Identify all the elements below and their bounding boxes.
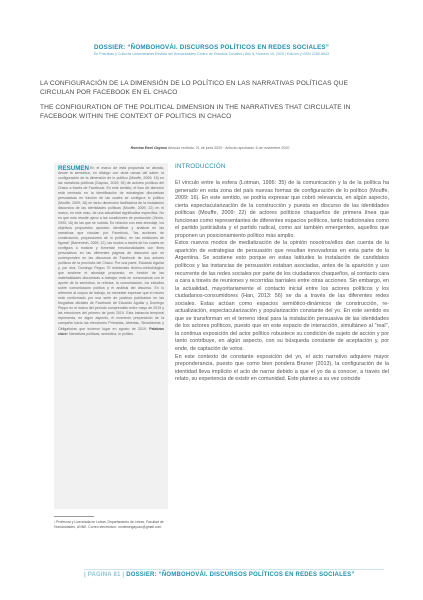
body-paragraph: Estos nuevos modos de mediatización de la opinión nosotros/ellos dan cuenta de la aparición de estrategias de persuasión que resultan innovadoras en esta parte de la Argentina. Se sostiene esto porque en estas latitudes la instalación de candidatos políticos y las instancias de persuasión estaban asociadas, antes de la aparición y uso recurrente de las redes sociales por parte de los ciudadanos chaqueños, al contacto cara a cara a través de reuniones y recorridas barriales entre otras acciones. Sin embargo, en la actualidad, mayoritariamente el contacto inicial entre los actores políticos y los ciudadanos-consumidores (Han, 2013: 56) se da a través de las diferentes redes sociales. Estas actúan como espacios semiótico-dinámicos de construcción, re-actualización, espectacularización y popularización constante del yo. En este sentido es que se transforman en el terreno ideal para la instalación persuasiva de las identidades de los actores políticos, puesto que en este espacio de interacción, simultáneo al "real", la continua exposición del actor político robustece su condición de sujeto de acción y por tanto contribuye, en algún aspecto, con su búsqueda constante de aceptación y, por ende, de captación de votos.: [175, 240, 389, 353]
keywords: Narrativas políticas, semiótica, lo político.: [69, 331, 135, 336]
abstract-box: [54, 163, 168, 509]
article-title-en: THE CONFIGURATION OF THE POLITICAL DIMENSION IN THE NARRATIVES THAT CIRCULATE IN FACEBOOK WITHIN THE CONTEXT OF POLITICS IN CHACO: [40, 104, 351, 120]
footnote: ¹ Profesora y Licenciada en Letras, Departamento de Letras, Facultad de Humanidades, UNNE. Correo electrónico: romiewelgayoso@gmail.com: [54, 520, 164, 529]
abstract-heading: RESUMEN: [58, 165, 89, 172]
dossier-title: DOSSIER: “ÑOMBOHOVÁI. DISCURSOS POLÍTICOS EN REDES SOCIALES”: [93, 44, 330, 51]
page-number: | PAGINA 81 |: [84, 572, 125, 578]
journal-subtitle: En Prácticas y Culturas Universitarias Revista del Humanidades Centro de Estudios Sociales | Año 6, Número 10, 2020 | Edición y ISSN 2250-8643: [93, 52, 330, 56]
body-paragraph: En este contexto de constante exposición del yo, el acto narrativo adquiere mayor preponderancia, puesto que como bien pondera Bruner (2013), la configuración de la identidad lleva implícito el acto de narrar debido a que el yo da a conocer, a través del relato, su experiencia de existir en comunidad. Este planteo a su vez coincide: [175, 353, 389, 383]
body-paragraph: El vínculo entre la esfera (Lotman, 1996: 35) de la comunicación y la de la política ha generado en esta zona del país nuevas formas de configuración de lo político (Mouffe, 2009: 16). En este sentido, se podría expresar que cobró relevancia, en algún aspecto, cierta espectacularización de la construcción y puesta en discurso de las identidades políticas (Mouffe, 2009: 22) de actores políticos chaqueños de primera línea que funcionan como representantes de diferentes espacios políticos, tanto tradicionales como el partido justicialista y el partido radical, como así también emergentes, aquellos que proponen un posicionamiento político más amplio.: [175, 180, 389, 239]
section-heading-introduccion: INTRODUCCIÓN: [175, 163, 226, 170]
keywords-label: Palabras clave:: [58, 326, 164, 336]
body-text: [175, 180, 389, 552]
abstract-text-block: [58, 166, 164, 337]
article-title-es: LA CONFIGURACIÓN DE LA DIMENSIÓN DE LO POLÍTICO EN LAS NARRATIVAS POLÍTICAS QUE CIRCULAN POR FACEBOOK EN EL CHACO: [40, 80, 349, 96]
page-footer: [84, 572, 384, 578]
footer-divider: [84, 569, 384, 570]
author-line: [40, 146, 380, 150]
footnote-divider: [54, 516, 94, 517]
page-header: [0, 0, 423, 58]
article-dates: Artículo recibido: 21 de junio 2020 · Artículo aprobado: 6 de noviembre 2020: [167, 146, 290, 150]
footer-dossier-title: DOSSIER: “ÑOMBOHOVÁI. DISCURSOS POLÍTICOS EN REDES SOCIALES”: [126, 572, 355, 578]
abstract-text: En el marco de esta propuesta se aborda, desde la semiótica, en diálogo con otras ramas del saber, la configuración de la dimensión de lo político (Mouffe, 2009; 16) en las narrativas políticas (Gayoso, 2019; 92) de actores políticos del Chaco a través de Facebook. En este sentido, el foco de atención está centrado en la identificación de estrategias discursivas persuasivas en función de las cuales se configura lo político (Mouffe, 2009; 16) en tanto dimensión facilitadora de la instalación discursiva de las identidades políticas (Mouffe, 2009; 22) en el marco, en este caso, de una actualidad significativa específica. No es que esto resulte ajeno a las condiciones de producción (Verón, 1993; 16) de las que se nutrida. En relación con este abordaje, los objetivos propuestos apuntan: identificar y analizar en las narrativas que circulan por Facebook, "las acciones de construcción, proyecciones de lo político, en las emisiones de figuras" (Barrenech, 2009; 12), las modos a través de los cuales se configura a mostrar y fomentar emocionalidades con fines persuasivos en las diferentes páginas de discusión que se corresponden en las discursos de Facebook de dos actores políticos de la provincia del Chaco. Por una parte, Eduardo Aguilar y, por otra, Domingo Peppo. El entramado teórico-metodológico que sostiene el abordaje propuesto, en función de las materialidades discursivas a trabajar, está en consonancia con el aporte de la semiótica, la retórica, la comunicación, los estudios sobre comunicación política y el análisis del discurso. En lo referente al corpus de trabajo, es menester expresar que el mismo está conformado por una serie de posteos publicados en las biografías oficiales de Facebook de Eduardo Aguilar y Domingo Peppo en el marco del período comprendido entre mayo de 2019 y las elecciones del primero de junio 2019. Esta instancia temporal representa, en algún aspecto, el momento preparatorio de la campaña hacia las elecciones Primarias, Abiertas, Simultáneas y Obligatorias que tuvieron lugar en agosto de 2019.: [58, 166, 164, 331]
author-name: Romina Ewel Gayoso: [130, 146, 168, 150]
